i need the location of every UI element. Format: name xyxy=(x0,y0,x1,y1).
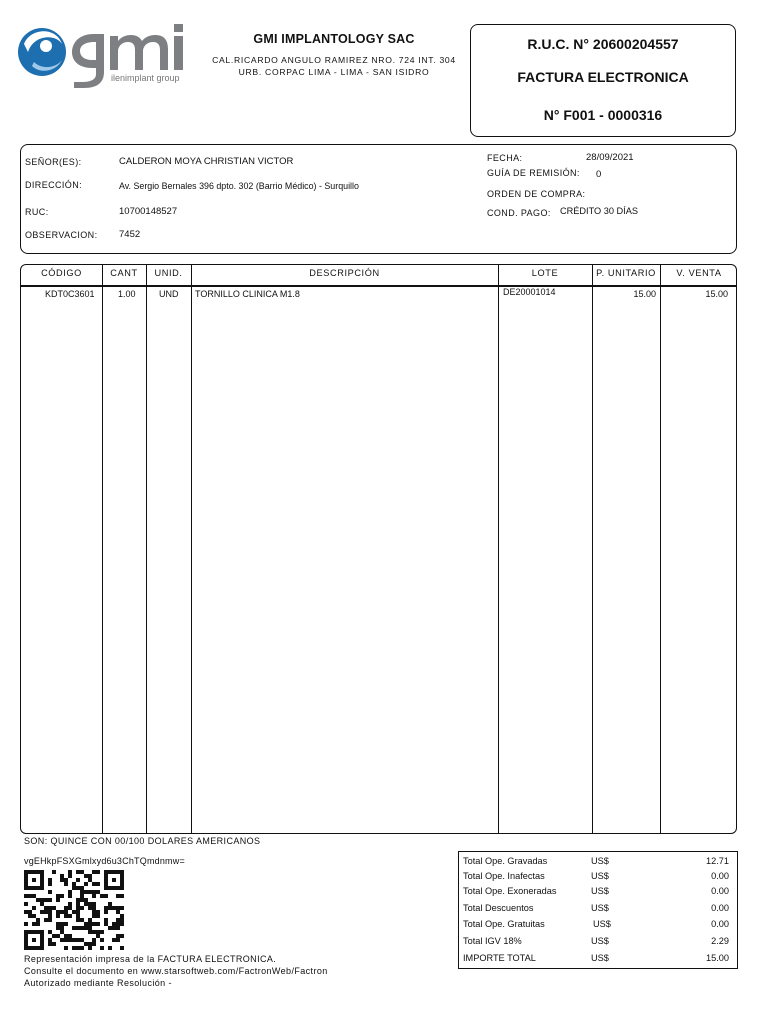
column-divider xyxy=(592,265,593,833)
cell-p-unitario: 15.00 xyxy=(633,289,656,299)
totals-label: Total Ope. Exoneradas xyxy=(463,886,557,896)
column-divider xyxy=(102,265,103,833)
senores-value: CALDERON MOYA CHRISTIAN VICTOR xyxy=(119,156,294,167)
totals-label: Total Descuentos xyxy=(463,903,534,913)
totals-currency: US$ xyxy=(591,886,609,896)
invoice-number: N° F001 - 0000316 xyxy=(543,107,663,123)
company-logo xyxy=(16,22,200,92)
footer-note-2: Consulte el documento en www.starsoftweb.com/FactronWeb/Factron xyxy=(24,966,328,976)
cell-codigo: KDT0C3601 xyxy=(45,289,95,299)
totals-row-gratuitas xyxy=(459,919,737,933)
observacion-label: OBSERVACION: xyxy=(25,230,98,240)
totals-row-importe-total xyxy=(459,953,737,967)
header-divider xyxy=(21,285,736,287)
totals-row-inafectas xyxy=(459,871,737,885)
cond-pago-value: CRÉDITO 30 DÍAS xyxy=(560,206,638,216)
senores-label: SEÑOR(ES): xyxy=(25,157,82,167)
column-header-descripcion: DESCRIPCIÓN xyxy=(309,268,380,278)
totals-row-gravadas xyxy=(459,856,737,870)
totals-amount: 0.00 xyxy=(711,871,729,881)
column-header-unid: UNID. xyxy=(154,268,183,278)
items-table xyxy=(20,264,737,834)
totals-row-igv xyxy=(459,936,737,950)
totals-amount: 15.00 xyxy=(706,953,729,963)
totals-currency: US$ xyxy=(593,919,611,929)
ruc-value: 10700148527 xyxy=(119,206,178,217)
totals-row-descuentos xyxy=(459,903,737,917)
footer-note-3: Autorizado mediante Resolución - xyxy=(24,978,172,988)
totals-label: Total Ope. Gratuitas xyxy=(463,919,545,929)
column-divider xyxy=(191,265,192,833)
orden-label: ORDEN DE COMPRA: xyxy=(487,189,586,199)
company-address-line2: URB. CORPAC LIMA - LIMA - SAN ISIDRO xyxy=(238,67,430,77)
logo-tagline: ilenimplant group xyxy=(111,73,180,83)
customer-box xyxy=(20,144,737,254)
cell-cant: 1.00 xyxy=(118,289,136,299)
observacion-value: 7452 xyxy=(119,229,141,240)
totals-currency: US$ xyxy=(591,936,609,946)
company-name: GMI IMPLANTOLOGY SAC xyxy=(253,32,415,46)
fecha-value: 28/09/2021 xyxy=(586,152,634,163)
column-header-codigo: CÓDIGO xyxy=(41,268,82,278)
totals-amount: 0.00 xyxy=(711,903,729,913)
ruc-box xyxy=(470,24,736,137)
column-header-p-unitario: P. UNITARIO xyxy=(596,268,656,278)
totals-label: Total Ope. Inafectas xyxy=(463,871,545,881)
guia-label: GUÍA DE REMISIÓN: xyxy=(487,168,580,178)
totals-box xyxy=(458,851,738,969)
amount-in-words: SON: QUINCE CON 00/100 DOLARES AMERICANOS xyxy=(24,836,261,846)
footer-note-1: Representación impresa de la FACTURA ELECTRONICA. xyxy=(24,954,277,964)
cell-v-venta: 15.00 xyxy=(705,289,728,299)
cond-pago-label: COND. PAGO: xyxy=(487,208,551,218)
totals-label: Total Ope. Gravadas xyxy=(463,856,548,866)
company-address-line1: CAL.RICARDO ANGULO RAMIREZ NRO. 724 INT. 304 xyxy=(212,55,456,65)
totals-currency: US$ xyxy=(591,856,609,866)
ruc-number: R.U.C. N° 20600204557 xyxy=(527,36,679,52)
guia-value: 0 xyxy=(596,169,602,180)
totals-amount: 12.71 xyxy=(706,856,729,866)
totals-currency: US$ xyxy=(591,903,609,913)
fecha-label: FECHA: xyxy=(487,153,523,163)
totals-amount: 2.29 xyxy=(711,936,729,946)
totals-row-exoneradas xyxy=(459,886,737,900)
column-header-cant: CANT xyxy=(110,268,138,278)
direccion-value: Av. Sergio Bernales 396 dpto. 302 (Barrio Médico) - Surquillo xyxy=(119,181,359,191)
totals-currency: US$ xyxy=(591,871,609,881)
qr-code-icon xyxy=(24,870,124,950)
cell-unid: UND xyxy=(159,289,179,299)
totals-currency: US$ xyxy=(591,953,609,963)
totals-label: IMPORTE TOTAL xyxy=(463,953,536,963)
cell-lote: DE20001014 xyxy=(503,287,556,297)
totals-amount: 0.00 xyxy=(711,919,729,929)
document-hash: vgEHkpFSXGmlxyd6u3ChTQmdnmw= xyxy=(24,856,185,866)
column-header-lote: LOTE xyxy=(531,268,559,278)
qr-code xyxy=(24,870,124,950)
column-divider xyxy=(498,265,499,833)
document-type: FACTURA ELECTRONICA xyxy=(517,69,689,85)
ruc-label: RUC: xyxy=(25,207,49,217)
cell-descripcion: TORNILLO CLINICA M1.8 xyxy=(195,289,300,299)
totals-amount: 0.00 xyxy=(711,886,729,896)
column-divider xyxy=(660,265,661,833)
direccion-label: DIRECCIÓN: xyxy=(25,180,83,190)
totals-label: Total IGV 18% xyxy=(463,936,522,946)
column-header-v-venta: V. VENTA xyxy=(676,268,722,278)
column-divider xyxy=(146,265,147,833)
